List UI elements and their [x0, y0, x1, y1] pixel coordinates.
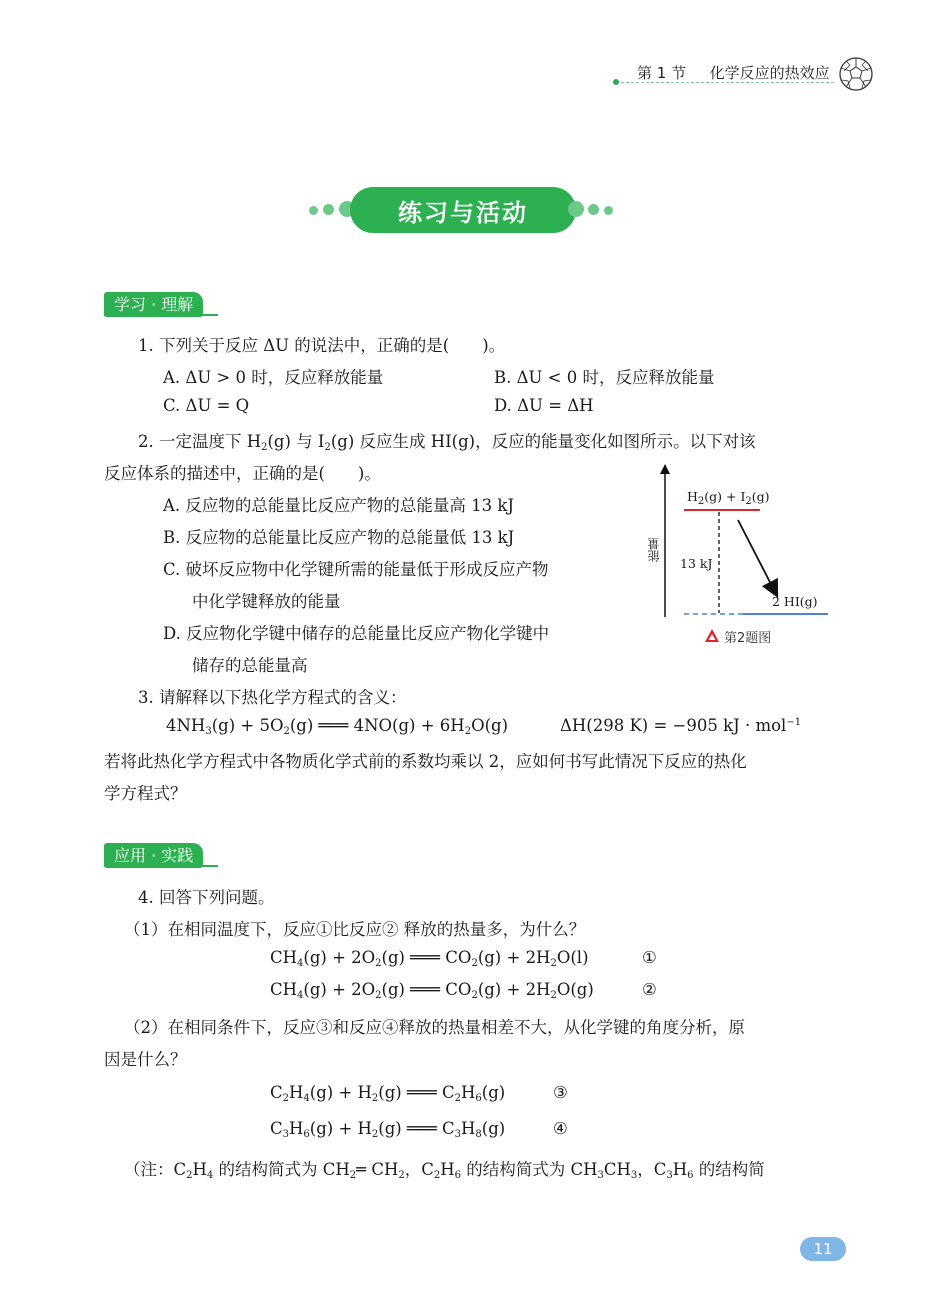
note-part: ，C — [404, 1160, 434, 1179]
q1-stem: 1. 下列关于反应 ΔU 的说法中，正确的是( )。 — [138, 336, 506, 355]
banner-dot — [568, 201, 584, 217]
q4-part1: （1）在相同温度下，反应①比反应② 释放的热量多，为什么？ — [124, 920, 586, 939]
chapter-title: 化学反应的热效应 — [709, 64, 830, 82]
q2-stem-part: (g) 与 I — [267, 432, 325, 451]
header-dot — [613, 79, 619, 85]
note-part: 的结构简式为 CH — [213, 1160, 350, 1179]
q2-option-c-line2: 中化学键释放的能量 — [192, 592, 341, 611]
header-divider — [616, 82, 834, 83]
q1-option-d: D. ΔU = ΔH — [494, 396, 594, 415]
q2-stem-line2: 反应体系的描述中，正确的是( )。 — [104, 464, 381, 483]
q2-stem-part: (g) 反应生成 HI(g)，反应的能量变化如图所示。以下对该 — [330, 432, 756, 451]
q2-option-d-line2: 储存的总能量高 — [192, 656, 308, 675]
fullerene-icon — [838, 56, 874, 92]
tag-apply: 应用 · 实践 — [104, 843, 203, 868]
q2-option-d-line1: D. 反应物化学键中储存的总能量比反应产物化学键中 — [163, 624, 550, 643]
section-number: 第 1 节 — [637, 64, 687, 82]
caption-triangle-icon — [704, 628, 720, 643]
q3-stem: 3. 请解释以下热化学方程式的含义： — [138, 688, 407, 707]
q1-option-a: A. ΔU > 0 时，反应释放能量 — [163, 368, 384, 387]
product-label: 2 HI(g) — [772, 594, 818, 609]
equation-4-marker: ④ — [553, 1119, 568, 1138]
note-part: 的结构简 — [693, 1160, 765, 1179]
note-part: CH — [603, 1160, 631, 1179]
equation-1: $CH_4(g) + 2O_2(g)$ ═══ $CO_2(g) + 2H_2O(l)$ — [270, 948, 589, 969]
q1-option-b: B. ΔU < 0 时，反应释放能量 — [494, 368, 715, 387]
q2-option-c-line1: C. 破坏反应物中化学键所需的能量低于形成反应产物 — [163, 560, 549, 579]
section-banner: 练习与活动 — [350, 187, 576, 233]
q2-option-b: B. 反应物的总能量比反应产物的总能量低 13 kJ — [163, 528, 515, 547]
note-part: ═ CH — [356, 1160, 399, 1179]
equation-2-marker: ② — [642, 980, 657, 999]
energy-axis-arrow — [660, 464, 670, 474]
q3-enthalpy: ΔH(298 K) = −905 kJ · mol$^{-1}$ — [560, 716, 802, 735]
q4-note: （注：$C_2H_4$ 的结构简式为 $CH_2═$ $CH_2$，$C_2H_6$ 的结构简式为 $CH_3CH_3$，$C_3H_6$ 的结构简 — [124, 1160, 765, 1181]
y-axis-label: 能量 — [647, 538, 661, 562]
equation-2: $CH_4(g) + 2O_2(g)$ ═══ $CO_2(g) + 2H_2O(g)$ — [270, 980, 594, 1001]
delta-label: 13 kJ — [680, 556, 713, 571]
note-part: （注：C — [124, 1160, 187, 1179]
equation-4: $C_3H_6(g) + H_2(g)$ ═══ $C_3H_8(g)$ — [270, 1119, 506, 1140]
banner-dot — [588, 204, 599, 215]
note-part: 的结构简式为 CH — [461, 1160, 598, 1179]
q3-equation: $4NH_3(g) + 5O_2(g)$ ═══ $4NO(g) + 6H_2O(g)$ — [166, 716, 509, 737]
banner-dot — [604, 206, 613, 215]
note-part: ，C — [637, 1160, 667, 1179]
q3-line2: 学方程式？ — [104, 784, 187, 803]
q2-stem-line1: 2. 一定温度下 $H_2(g)$ 与 $I_2(g)$ 反应生成 HI(g)，反应的能量变化如图所示。以下对该 — [138, 432, 756, 453]
banner-dot — [309, 206, 318, 215]
page-number: 11 — [800, 1237, 846, 1261]
q2-option-a: A. 反应物的总能量比反应产物的总能量高 13 kJ — [163, 496, 515, 515]
q4-part2-line2: 因是什么？ — [104, 1050, 187, 1069]
reaction-arrow — [738, 520, 774, 590]
equation-3-marker: ③ — [553, 1083, 568, 1102]
chapter-header — [637, 62, 830, 83]
q4-stem: 4. 回答下列问题。 — [138, 888, 275, 907]
banner-dot — [323, 204, 334, 215]
q4-part2-line1: （2）在相同条件下，反应③和反应④释放的热量相差不大，从化学键的角度分析，原 — [124, 1018, 745, 1037]
q1-option-c: C. ΔU = Q — [163, 396, 250, 415]
equation-3: $C_2H_4(g) + H_2(g)$ ═══ $C_2H_6(g)$ — [270, 1083, 506, 1104]
q3-enthalpy-value: ΔH(298 K) = −905 kJ · mol — [560, 716, 787, 735]
tag-learn: 学习 · 理解 — [104, 292, 203, 317]
equation-1-marker: ① — [642, 948, 657, 967]
reactant-label: $H_2(g) + I_2(g)$ — [687, 489, 770, 507]
q3-line1: 若将此热化学方程式中各物质化学式前的系数均乘以 2，应如何书写此情况下反应的热化 — [104, 752, 747, 771]
diagram-caption: 第2题图 — [724, 631, 772, 646]
q2-stem-part: 2. 一定温度下 H — [138, 432, 262, 451]
